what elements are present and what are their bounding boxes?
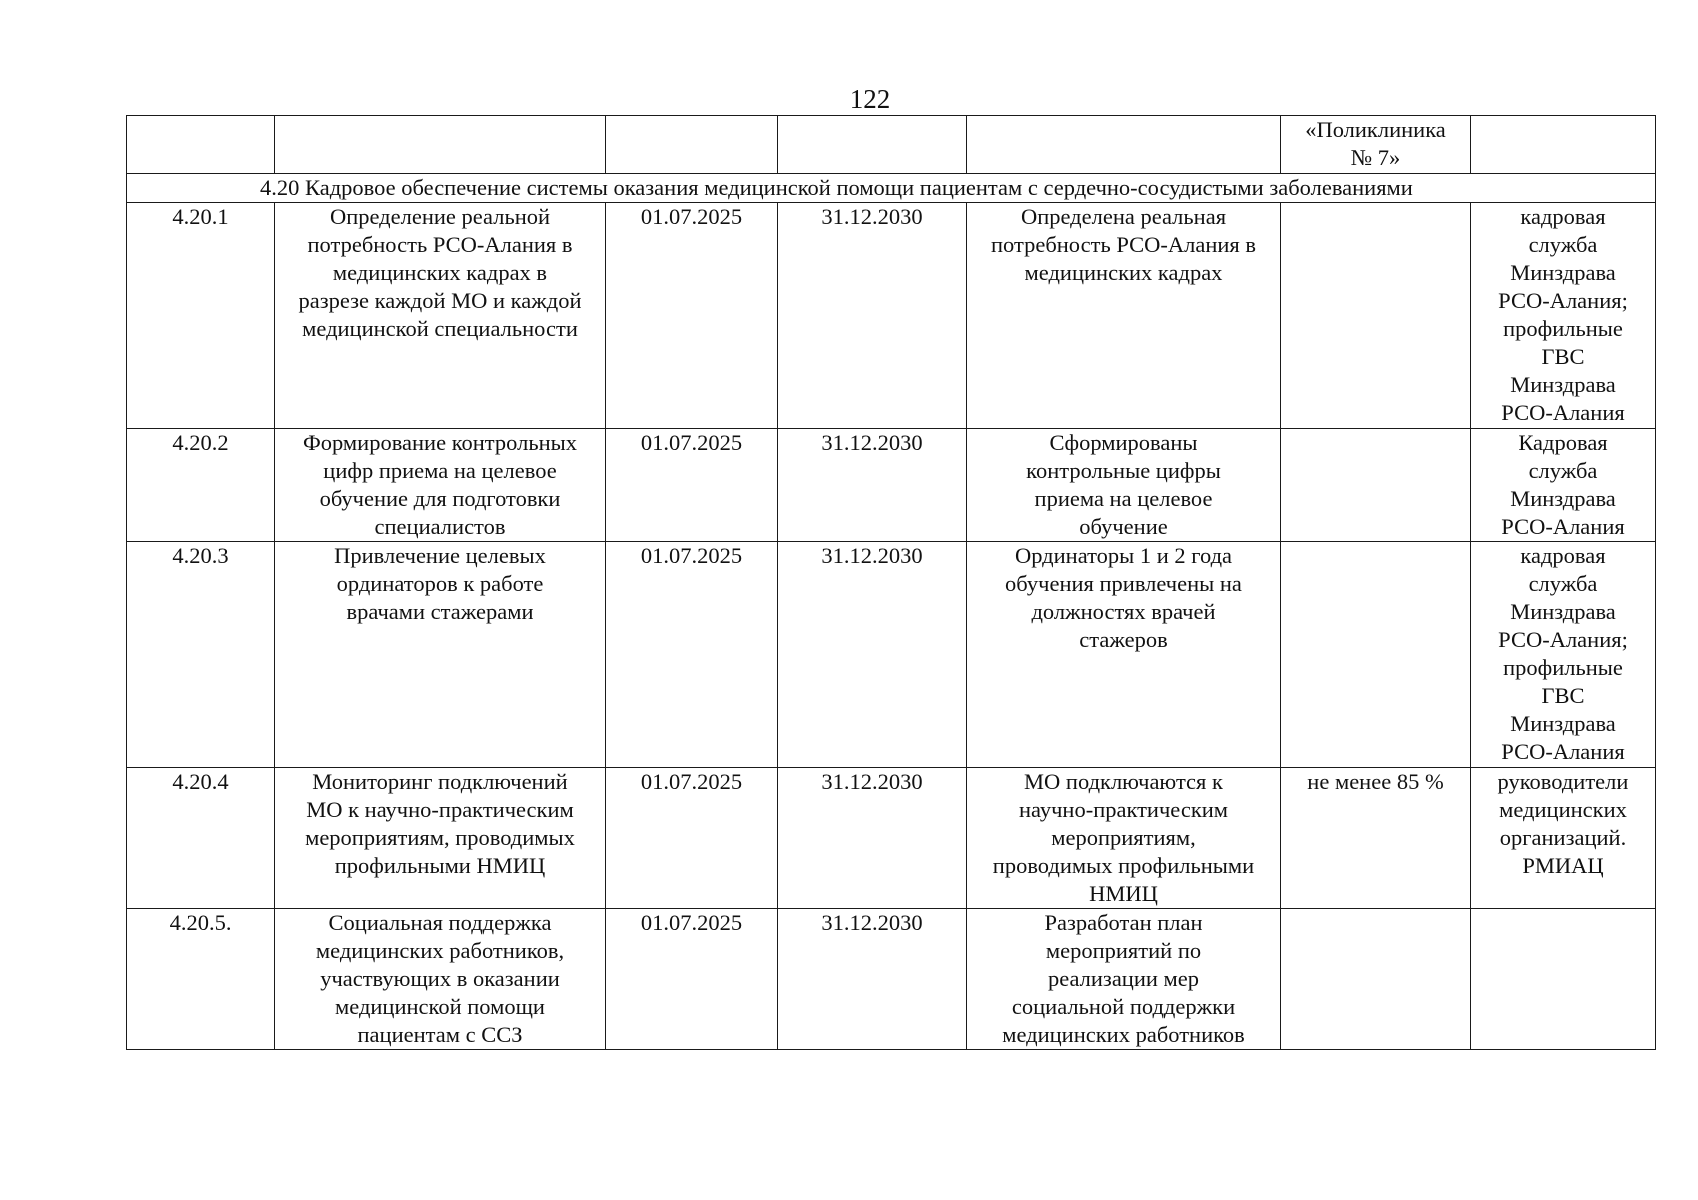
row-responsible bbox=[1471, 542, 1656, 768]
row-end-date: 31.12.2030 bbox=[778, 429, 967, 542]
header-cell-5 bbox=[967, 116, 1281, 174]
row-indicator bbox=[1281, 203, 1471, 429]
row-start-date: 01.07.2025 bbox=[606, 909, 778, 1050]
row-action bbox=[275, 429, 606, 542]
action-text: Привлечение целевых ординаторов к работе врачами стажерами bbox=[334, 543, 546, 624]
row-responsible bbox=[1471, 203, 1656, 429]
row-start-date: 01.07.2025 bbox=[606, 768, 778, 909]
header-cell-7 bbox=[1471, 116, 1656, 174]
row-end-date: 31.12.2030 bbox=[778, 542, 967, 768]
responsible-text: кадровая служба Минздрава РСО-Алания; профильные ГВС Минздрава РСО-Алания bbox=[1498, 204, 1628, 425]
row-end-date: 31.12.2030 bbox=[778, 909, 967, 1050]
action-text: Мониторинг подключений МО к научно-практическим мероприятиям, проводимых профильными НМИЦ bbox=[305, 769, 575, 878]
row-responsible bbox=[1471, 909, 1656, 1050]
result-text: Определена реальная потребность РСО-Алания в медицинских кадрах bbox=[990, 204, 1257, 285]
row-result bbox=[967, 203, 1281, 429]
row-number: 4.20.4 bbox=[127, 768, 275, 909]
row-result bbox=[967, 768, 1281, 909]
table-row bbox=[127, 768, 1656, 909]
table-row bbox=[127, 203, 1656, 429]
row-action bbox=[275, 203, 606, 429]
responsible-text: Кадровая служба Минздрава РСО-Алания bbox=[1501, 430, 1625, 539]
row-start-date: 01.07.2025 bbox=[606, 429, 778, 542]
section-title: 4.20 Кадровое обеспечение системы оказания медицинской помощи пациентам с сердечно-сосудистыми заболеваниями bbox=[127, 174, 1656, 203]
row-indicator bbox=[1281, 429, 1471, 542]
result-text: МО подключаются к научно-практическим мероприятиям, проводимых профильными НМИЦ bbox=[992, 769, 1255, 906]
result-text: Разработан план мероприятий по реализации мер социальной поддержки медицинских работников bbox=[1002, 910, 1245, 1047]
header-cell-4 bbox=[778, 116, 967, 174]
responsible-text: руководители медицинских организаций. РМИАЦ bbox=[1497, 769, 1629, 878]
row-action bbox=[275, 768, 606, 909]
row-result bbox=[967, 542, 1281, 768]
row-result bbox=[967, 909, 1281, 1050]
row-number: 4.20.5. bbox=[127, 909, 275, 1050]
header-cell-text: «Поликлиника № 7» bbox=[1305, 117, 1446, 170]
row-number: 4.20.2 bbox=[127, 429, 275, 542]
table-row bbox=[127, 909, 1656, 1050]
header-cell-6 bbox=[1281, 116, 1471, 174]
result-text: Сформированы контрольные цифры приема на целевое обучение bbox=[1026, 430, 1221, 539]
row-action bbox=[275, 909, 606, 1050]
table-row bbox=[127, 542, 1656, 768]
table-row bbox=[127, 429, 1656, 542]
row-end-date: 31.12.2030 bbox=[778, 768, 967, 909]
row-responsible bbox=[1471, 429, 1656, 542]
row-action bbox=[275, 542, 606, 768]
row-start-date: 01.07.2025 bbox=[606, 203, 778, 429]
header-cell-1 bbox=[127, 116, 275, 174]
action-text: Социальная поддержка медицинских работников, участвующих в оказании медицинской помощи пациентам с ССЗ bbox=[315, 910, 565, 1047]
header-cell-3 bbox=[606, 116, 778, 174]
measures-table bbox=[126, 115, 1656, 1050]
header-cell-2 bbox=[275, 116, 606, 174]
row-number: 4.20.3 bbox=[127, 542, 275, 768]
action-text: Формирование контрольных цифр приема на целевое обучение для подготовки специалистов bbox=[302, 430, 577, 539]
result-text: Ординаторы 1 и 2 года обучения привлечены на должностях врачей стажеров bbox=[1005, 543, 1242, 652]
row-result bbox=[967, 429, 1281, 542]
row-indicator bbox=[1281, 909, 1471, 1050]
row-indicator: не менее 85 % bbox=[1281, 768, 1471, 909]
row-responsible bbox=[1471, 768, 1656, 909]
section-row bbox=[127, 174, 1656, 203]
row-end-date: 31.12.2030 bbox=[778, 203, 967, 429]
row-indicator bbox=[1281, 542, 1471, 768]
row-start-date: 01.07.2025 bbox=[606, 542, 778, 768]
header-row bbox=[127, 116, 1656, 174]
row-number: 4.20.1 bbox=[127, 203, 275, 429]
responsible-text: кадровая служба Минздрава РСО-Алания; профильные ГВС Минздрава РСО-Алания bbox=[1498, 543, 1628, 764]
action-text: Определение реальной потребность РСО-Алания в медицинских кадрах в разрезе каждой МО и каждой медицинской специальности bbox=[298, 204, 582, 341]
page-number: 122 bbox=[849, 84, 891, 114]
